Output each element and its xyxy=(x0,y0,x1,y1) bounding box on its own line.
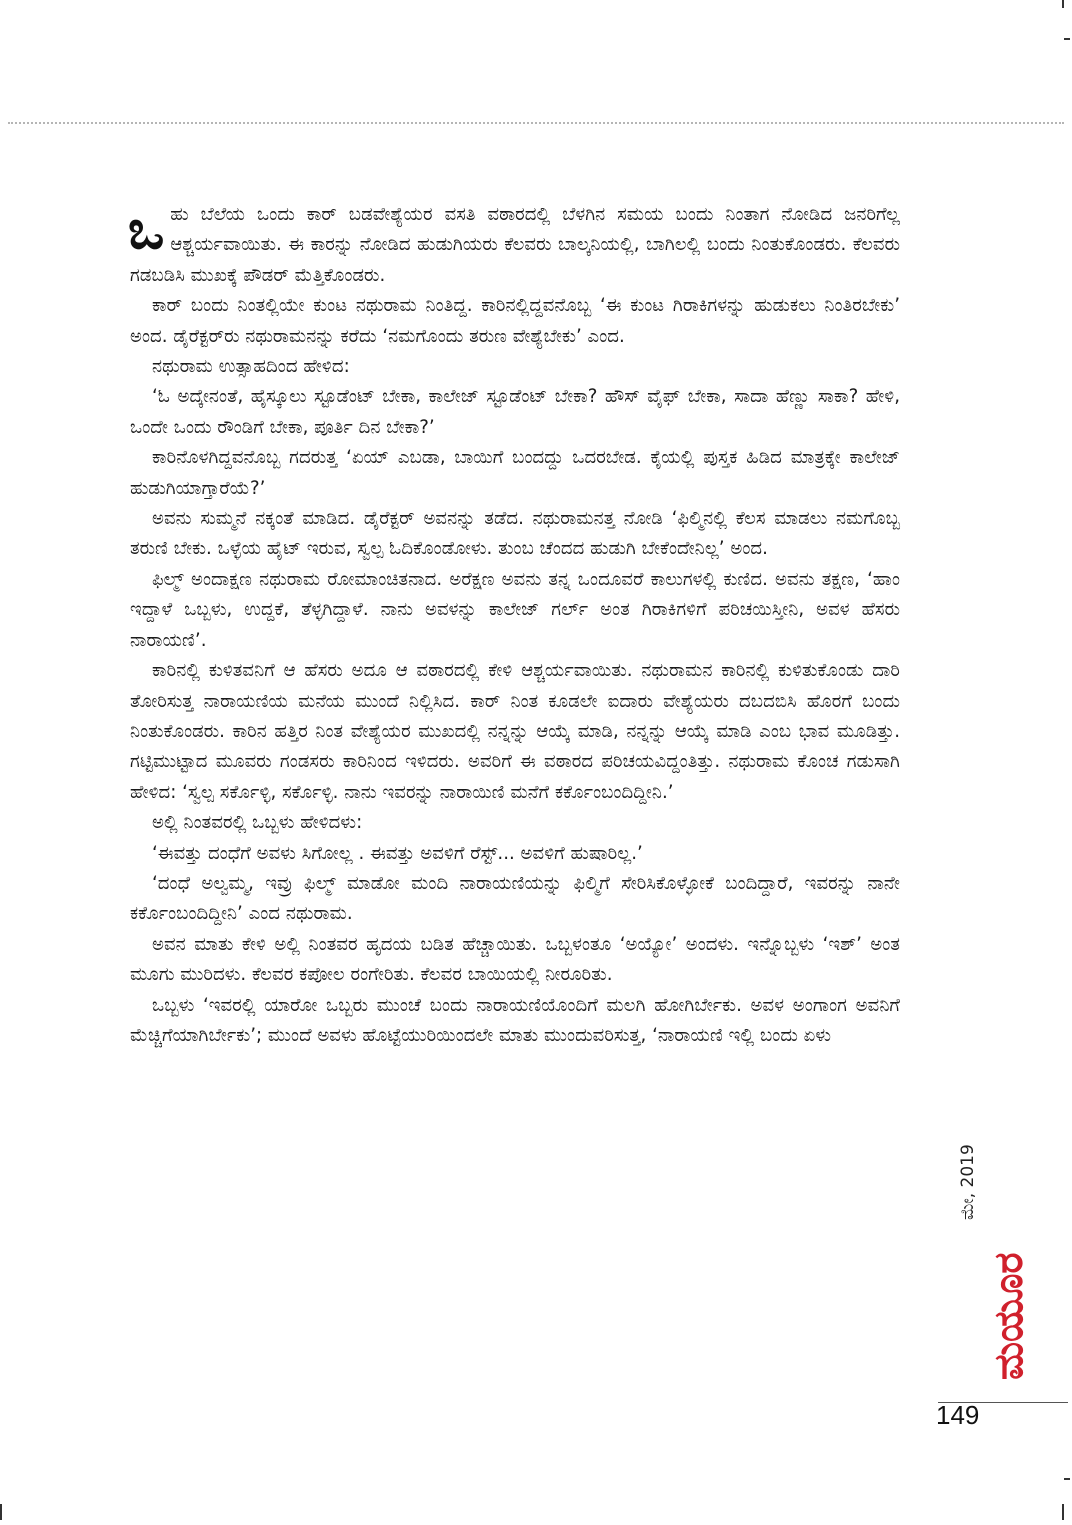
paragraph-12: ಅವನ ಮಾತು ಕೇಳಿ ಅಲ್ಲಿ ನಿಂತವರ ಹೃದಯ ಬಡಿತ ಹೆಚ್ಚಾಯಿತು. ಒಬ್ಬಳಂತೂ ‘ಅಯ್ಯೋ’ ಅಂದಳು. ಇನ್ನೊಬ್ಬಳು ‘ಇಶ್’ ಅಂತ ಮೂಗು ಮುರಿದಳು. ಕೆಲವರ ಕಪೋಲ ರಂಗೇರಿತು. ಕೆಲವರ ಬಾಯಿಯಲ್ಲಿ ನೀರೂರಿತು. xyxy=(130,933,900,986)
crop-mark-top xyxy=(1062,0,1064,8)
paragraph-7: ಫಿಲ್ಮ್ ಅಂದಾಕ್ಷಣ ನಥುರಾಮ ರೋಮಾಂಚಿತನಾದ. ಅರೆಕ್ಷಣ ಅವನು ತನ್ನ ಒಂದೂವರೆ ಕಾಲುಗಳಲ್ಲಿ ಕುಣಿದ. ಅವನು ತಕ್ಷಣ, ‘ಹಾಂ ಇದ್ದಾಳೆ ಒಬ್ಬಳು, ಉದ್ದಕೆ, ತೆಳ್ಳಗಿದ್ದಾಳೆ. ನಾನು ಅವಳನ್ನು ಕಾಲೇಜ್ ಗರ್ಲ್ ಅಂತ ಗಿರಾಕಿಗಳಿಗೆ ಪರಿಚಯಿಸ್ತೀನಿ, ಅವಳ ಹೆಸರು ನಾರಾಯಣಿ’. xyxy=(130,568,900,651)
paragraph-5: ಕಾರಿನೊಳಗಿದ್ದವನೊಬ್ಬ ಗದರುತ್ತ ‘ಏಯ್ ಎಬಡಾ, ಬಾಯಿಗೆ ಬಂದದ್ದು ಒದರಬೇಡ. ಕೈಯಲ್ಲಿ ಪುಸ್ತಕ ಹಿಡಿದ ಮಾತ್ರಕ್ಕೇ ಕಾಲೇಜ್ ಹುಡುಗಿಯಾಗ್ತಾರೆಯೆ?’ xyxy=(130,447,900,499)
paragraph-10: ‘ಈವತ್ತು ದಂಧೆಗೆ ಅವಳು ಸಿಗೋಲ್ಲ . ಈವತ್ತು ಅವಳಿಗೆ ರೆಸ್ಟ್... ಅವಳಿಗೆ ಹುಷಾರಿಲ್ಲ.’ xyxy=(152,842,643,864)
paragraph-9: ಅಲ್ಲಿ ನಿಂತವರಲ್ಲಿ ಒಬ್ಬಳು ಹೇಳಿದಳು: xyxy=(152,812,363,834)
paragraph-11: ‘ದಂಧೆ ಅಲ್ವಮ್ಮ, ಇವ್ರು ಫಿಲ್ಮ್ ಮಾಡೋ ಮಂದಿ ನಾರಾಯಣಿಯನ್ನು ಫಿಲ್ಮಿಗೆ ಸೇರಿಸಿಕೊಳ್ಳೋಕೆ ಬಂದಿದ್ದಾರೆ, ಇವರನ್ನು ನಾನೇ ಕರ್ಕೊಂಬಂದಿದ್ದೀನಿ’ ಎಂದ ನಥುರಾಮ. xyxy=(130,872,900,925)
header-dotted-rule xyxy=(8,122,1064,124)
paragraph-3: ನಥುರಾಮ ಉತ್ಸಾಹದಿಂದ ಹೇಳಿದ: xyxy=(152,356,350,378)
article-body xyxy=(128,197,900,1051)
paragraph-4: ‘ಓ ಅದ್ಕೇನಂತೆ, ಹೈಸ್ಕೂಲು ಸ್ಟೂಡೆಂಟ್ ಬೇಕಾ, ಕಾಲೇಜ್ ಸ್ಟೂಡೆಂಟ್ ಬೇಕಾ? ಹೌಸ್ ವೈಫ್ ಬೇಕಾ, ಸಾದಾ ಹೆಣ್ಣು ಸಾಕಾ? ಹೇಳಿ, ಒಂದೇ ಒಂದು ರೌಂಡಿಗೆ ಬೇಕಾ, ಪೂರ್ತಿ ದಿನ ಬೇಕಾ?’ xyxy=(130,386,900,438)
paragraph-2: ಕಾರ್ ಬಂದು ನಿಂತಲ್ಲಿಯೇ ಕುಂಟ ನಥುರಾಮ ನಿಂತಿದ್ದ. ಕಾರಿನಲ್ಲಿದ್ದವನೊಬ್ಬ ‘ಈ ಕುಂಟ ಗಿರಾಕಿಗಳನ್ನು ಹುಡುಕಲು ನಿಂತಿರಬೇಕು’ ಅಂದ. ಡೈರೆಕ್ಟರ್‌ರು ನಥುರಾಮನನ್ನು ಕರೆದು ‘ನಮಗೊಂದು ತರುಣ ವೇಶ್ಯೆಬೇಕು’ ಎಂದ. xyxy=(130,295,900,347)
crop-mark-bottom-right xyxy=(1064,1478,1070,1480)
paragraph-6: ಅವನು ಸುಮ್ಮನೆ ನಕ್ಕಂತೆ ಮಾಡಿದ. ಡೈರೆಕ್ಟರ್ ಅವನನ್ನು ತಡೆದ. ನಥುರಾಮನತ್ತ ನೋಡಿ ‘ಫಿಲ್ಮಿನಲ್ಲಿ ಕೆಲಸ ಮಾಡಲು ನಮಗೊಬ್ಬ ತರುಣಿ ಬೇಕು. ಒಳ್ಳೆಯ ಹೈಟ್ ಇರುವ, ಸ್ವಲ್ಪ ಓದಿಕೊಂಡೋಳು. ತುಂಬ ಚೆಂದದ ಹುಡುಗಿ ಬೇಕೆಂದೇನಿಲ್ಲ’ ಅಂದ. xyxy=(130,508,900,560)
paragraph-13: ಒಬ್ಬಳು ‘ಇವರಲ್ಲಿ ಯಾರೋ ಒಬ್ಬರು ಮುಂಚೆ ಬಂದು ನಾರಾಯಣಿಯೊಂದಿಗೆ ಮಲಗಿ ಹೋಗಿರ್ಬೇಕು. ಅವಳ ಅಂಗಾಂಗ ಅವನಿಗೆ ಮೆಚ್ಚಿಗೆಯಾಗಿರ್ಬೇಕು’; ಮುಂದೆ ಅವಳು ಹೊಟ್ಟೆಯುರಿಯಿಂದಲೇ ಮಾತು ಮುಂದುವರಿಸುತ್ತ, ‘ನಾರಾಯಣಿ ಇಲ್ಲಿ ಬಂದು ಏಳು xyxy=(130,994,900,1046)
paragraph-8: ಕಾರಿನಲ್ಲಿ ಕುಳಿತವನಿಗೆ ಆ ಹೆಸರು ಅದೂ ಆ ವಠಾರದಲ್ಲಿ ಕೇಳಿ ಆಶ್ಚರ್ಯವಾಯಿತು. ನಥುರಾಮನ ಕಾರಿನಲ್ಲಿ ಕುಳಿತುಕೊಂಡು ದಾರಿ ತೋರಿಸುತ್ತ ನಾರಾಯಣಿಯ ಮನೆಯ ಮುಂದೆ ನಿಲ್ಲಿಸಿದ. ಕಾರ್ ನಿಂತ ಕೂಡಲೇ ಐದಾರು ವೇಶ್ಯೆಯರು ದಬದಬಿಸಿ ಹೊರಗೆ ಬಂದು ನಿಂತುಕೊಂಡರು. ಕಾರಿನ ಹತ್ತಿರ ನಿಂತ ವೇಶ್ಯೆಯರ ಮುಖದಲ್ಲಿ ನನ್ನನ್ನು ಆಯ್ಕೆ ಮಾಡಿ, ನನ್ನನ್ನು ಆಯ್ಕೆ ಮಾಡಿ ಎಂಬ ಭಾವ ಮೂಡಿತ್ತು. ಗಟ್ಟಿಮುಟ್ಟಾದ ಮೂವರು ಗಂಡಸರು ಕಾರಿನಿಂದ ಇಳಿದರು. ಅವರಿಗೆ ಈ ವಠಾರದ ಪರಿಚಯವಿದ್ದಂತಿತ್ತು. ನಥುರಾಮ ಕೊಂಚ ಗಡುಸಾಗಿ ಹೇಳಿದ: ‘ಸ್ವಲ್ಪ ಸರ್ಕೊಳ್ಳಿ, ಸರ್ಕೊಳ್ಳಿ. ನಾನು ಇವರನ್ನು ನಾರಾಯಿಣಿ ಮನೆಗೆ ಕರ್ಕೊಂಬಂದಿದ್ದೀನಿ.’ xyxy=(130,660,900,803)
page-number: 149 xyxy=(936,1400,980,1430)
crop-mark-bottom-left xyxy=(0,1504,2,1520)
paragraph-1: ಒಹು ಬೆಲೆಯ ಒಂದು ಕಾರ್ ಬಡವೇಶ್ಯೆಯರ ವಸತಿ ವಠಾರದಲ್ಲಿ ಬೆಳಗಿನ ಸಮಯ ಬಂದು ನಿಂತಾಗ ನೋಡಿದ ಜನರಿಗೆಲ್ಲ ಆಶ್ಚರ್ಯವಾಯಿತು. ಈ ಕಾರನ್ನು ನೋಡಿದ ಹುಡುಗಿಯರು ಕೆಲವರು ಬಾಲ್ಕನಿಯಲ್ಲಿ, ಬಾಗಿಲಲ್ಲಿ ಬಂದು ನಿಂತುಕೊಂಡರು. ಕೆಲವರು ಗಡಬಡಿಸಿ ಮುಖಕ್ಕೆ ಪೌಡರ್ ಮೆತ್ತಿಕೊಂಡರು. xyxy=(128,197,900,286)
crop-mark-bottom xyxy=(1062,1504,1064,1520)
crop-mark-top-right xyxy=(1064,38,1070,40)
issue-date: ಮೇ, 2019 xyxy=(958,1144,978,1220)
magazine-logo: ಮಯೂರ xyxy=(986,1252,1032,1380)
drop-cap: ಒ xyxy=(128,197,165,261)
